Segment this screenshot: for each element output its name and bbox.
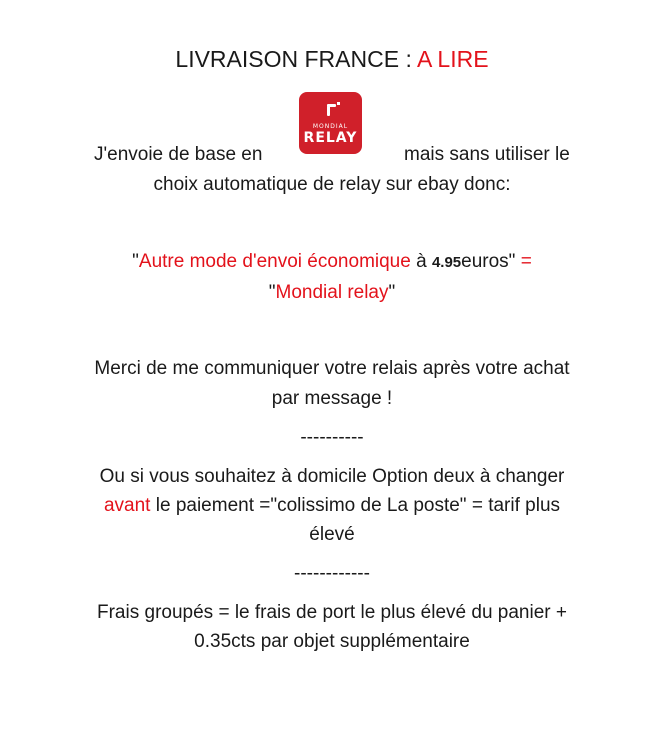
intro-line-2: choix automatique de relay sur ebay donc: — [153, 174, 511, 195]
mode-label: Autre mode d'envoi économique — [138, 251, 411, 272]
logo-sub-text: MONDIAL — [312, 123, 349, 130]
quote-open: " — [132, 251, 139, 272]
frais-line-1: Frais groupés = le frais de port le plus élevé du panier + — [97, 602, 567, 623]
relay-mark-icon — [327, 102, 335, 116]
message-line-2: par message ! — [271, 388, 393, 409]
logo-main-text: RELAY — [303, 130, 358, 146]
separator-2: ------------ — [294, 563, 370, 584]
mondial-relay-logo — [299, 92, 362, 154]
domicile-line-1: Ou si vous souhaitez à domicile Option deux à changer — [99, 466, 565, 487]
frais-line-2: 0.35cts par objet supplémentaire — [194, 631, 470, 652]
avant-word: avant — [103, 495, 151, 516]
intro-before-logo: J'envoie de base en — [94, 144, 263, 165]
domicile-line-3: élevé — [309, 524, 355, 545]
mondial-relay-label: Mondial relay — [275, 282, 389, 303]
title-main: LIVRAISON FRANCE : — [175, 46, 417, 72]
title-highlight: A LIRE — [416, 46, 489, 72]
a-word: à — [410, 251, 432, 272]
domicile-line-2 — [0, 494, 664, 518]
domicile-line-2-rest: le paiement ="colissimo de La poste" = tarif plus — [150, 495, 561, 516]
price-value: 4.95 — [431, 254, 462, 271]
intro-after-logo: mais sans utiliser le — [404, 144, 570, 165]
equals-sign: = — [520, 251, 532, 272]
page-title — [0, 45, 664, 73]
quote-open-2: " — [268, 282, 276, 303]
option-line-2 — [0, 281, 664, 305]
quote-close-2: " — [388, 282, 396, 303]
option-line-1 — [0, 250, 664, 275]
message-line-1: Merci de me communiquer votre relais après votre achat — [94, 358, 570, 379]
separator-1: ---------- — [300, 427, 364, 448]
euros-text: euros" — [461, 251, 521, 272]
